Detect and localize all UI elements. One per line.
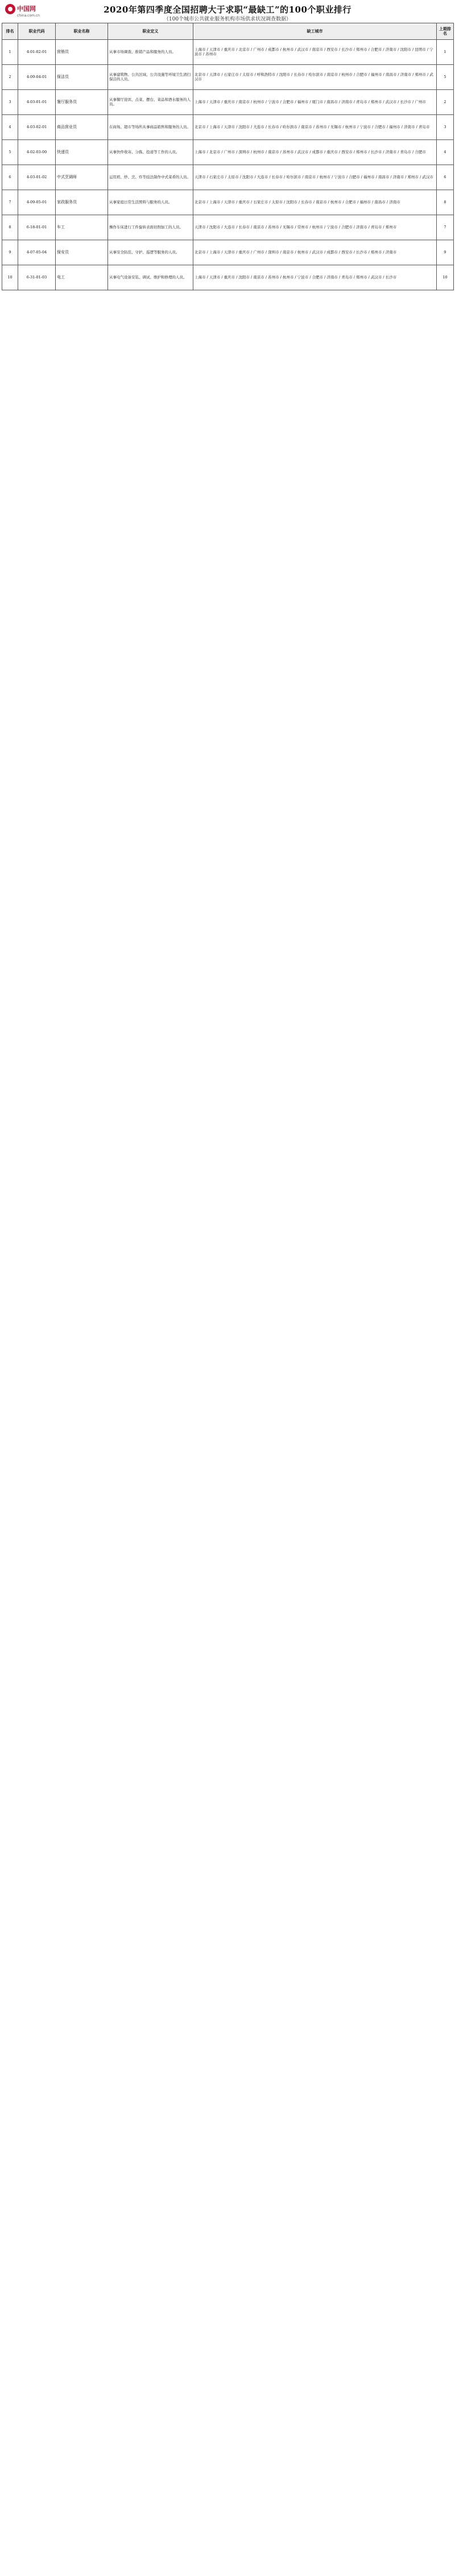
column-header-previous-rank: 上期排名 — [437, 23, 454, 40]
cell-name: 餐厅服务员 — [56, 90, 108, 115]
cell-definition: 从事建筑物、公共区域、公共设施等环境卫生清扫保洁的人员。 — [108, 65, 193, 90]
cell-rank: 6 — [2, 165, 18, 190]
cell-definition: 在商场、超市等场所从事商品销售和服务的人员。 — [108, 115, 193, 140]
table-row — [2, 190, 454, 215]
column-header-rank: 排名 — [2, 23, 18, 40]
table-row — [2, 140, 454, 165]
cell-rank: 3 — [2, 90, 18, 115]
column-header-definition: 职业定义 — [108, 23, 193, 40]
cell-rank: 4 — [2, 115, 18, 140]
cell-definition: 从事快件收寄、分拣、投递等工作的人员。 — [108, 140, 193, 165]
cell-definition: 操作车床进行工件旋转表面切削加工的人员。 — [108, 215, 193, 240]
cell-cities: 北京市 / 上海市 / 天津市 / 重庆市 / 广州市 / 深圳市 / 南京市 / 杭州市 / 武汉市 / 成都市 / 西安市 / 长沙市 / 郑州市 / 济南市 — [193, 240, 437, 265]
table-row — [2, 215, 454, 240]
cell-code: 6-18-01-01 — [18, 215, 56, 240]
cell-name: 快递员 — [56, 140, 108, 165]
cell-cities: 上海市 / 天津市 / 重庆市 / 南京市 / 杭州市 / 宁波市 / 合肥市 / 福州市 / 厦门市 / 南昌市 / 济南市 / 青岛市 / 郑州市 / 武汉市 / 长沙市 / 广州市 — [193, 90, 437, 115]
cell-previous-rank: 7 — [437, 215, 454, 240]
cell-previous-rank: 6 — [437, 165, 454, 190]
cell-definition: 从事电气设备安装、调试、维护和修理的人员。 — [108, 265, 193, 290]
cell-previous-rank: 9 — [437, 240, 454, 265]
cell-previous-rank: 8 — [437, 190, 454, 215]
cell-rank: 1 — [2, 40, 18, 65]
cell-name: 保安员 — [56, 240, 108, 265]
cell-code: 4-03-01-02 — [18, 165, 56, 190]
table-row — [2, 165, 454, 190]
cell-cities: 上海市 / 天津市 / 重庆市 / 沈阳市 / 南京市 / 苏州市 / 杭州市 / 宁波市 / 合肥市 / 济南市 / 青岛市 / 郑州市 / 武汉市 / 长沙市 — [193, 265, 437, 290]
cell-name: 电工 — [56, 265, 108, 290]
table-body — [2, 40, 454, 290]
shortage-table — [2, 23, 454, 290]
cell-rank: 7 — [2, 190, 18, 215]
table-row — [2, 90, 454, 115]
cell-previous-rank: 1 — [437, 40, 454, 65]
cell-name: 商品营业员 — [56, 115, 108, 140]
cell-name: 中式烹调师 — [56, 165, 108, 190]
column-header-code: 职业代码 — [18, 23, 56, 40]
svg-text:china.com.cn: china.com.cn — [17, 14, 40, 18]
cell-definition: 从事市场调查、推销产品和服务的人员。 — [108, 40, 193, 65]
cell-rank: 5 — [2, 140, 18, 165]
cell-previous-rank: 4 — [437, 140, 454, 165]
cell-definition: 运用煎、炒、烹、炸等技法制作中式菜肴的人员。 — [108, 165, 193, 190]
cell-rank: 8 — [2, 215, 18, 240]
page-subtitle: （100个城市公共就业服务机构市场供求状况调查数据） — [163, 17, 292, 22]
cell-previous-rank: 2 — [437, 90, 454, 115]
table-row — [2, 265, 454, 290]
cell-code: 4-03-01-01 — [18, 90, 56, 115]
table-row — [2, 115, 454, 140]
cell-previous-rank: 3 — [437, 115, 454, 140]
table-row — [2, 240, 454, 265]
column-header-name: 职业名称 — [56, 23, 108, 40]
cell-cities: 上海市 / 北京市 / 广州市 / 深圳市 / 杭州市 / 南京市 / 苏州市 / 武汉市 / 成都市 / 重庆市 / 西安市 / 郑州市 / 长沙市 / 济南市 / 青岛市 / 合肥市 — [193, 140, 437, 165]
column-header-cities: 缺工城市 — [193, 23, 437, 40]
cell-code: 4-03-02-01 — [18, 115, 56, 140]
cell-cities: 北京市 / 上海市 / 天津市 / 沈阳市 / 大连市 / 长春市 / 哈尔滨市 / 南京市 / 苏州市 / 无锡市 / 杭州市 / 宁波市 / 合肥市 / 福州市 / 济南市 / 青岛市 — [193, 115, 437, 140]
cell-code: 4-02-03-00 — [18, 140, 56, 165]
cell-cities: 天津市 / 石家庄市 / 太原市 / 沈阳市 / 大连市 / 长春市 / 哈尔滨市 / 南京市 / 杭州市 / 宁波市 / 合肥市 / 福州市 / 南昌市 / 济南市 / 郑州市 / 武汉市 — [193, 165, 437, 190]
cell-code: 4-09-04-01 — [18, 65, 56, 90]
cell-name: 营销员 — [56, 40, 108, 65]
cell-cities: 天津市 / 沈阳市 / 大连市 / 长春市 / 南京市 / 苏州市 / 无锡市 / 常州市 / 杭州市 / 宁波市 / 合肥市 / 济南市 / 青岛市 / 郑州市 — [193, 215, 437, 240]
cell-cities: 北京市 / 上海市 / 天津市 / 重庆市 / 石家庄市 / 太原市 / 沈阳市 / 长春市 / 南京市 / 杭州市 / 合肥市 / 福州市 / 南昌市 / 济南市 — [193, 190, 437, 215]
cell-name: 车工 — [56, 215, 108, 240]
table-header-row — [2, 23, 454, 40]
cell-name: 保洁员 — [56, 65, 108, 90]
cell-rank: 2 — [2, 65, 18, 90]
cell-definition: 从事家庭日常生活照料与服务的人员。 — [108, 190, 193, 215]
cell-definition: 从事餐厅迎宾、点菜、摆台、菜品和酒水服务的人员。 — [108, 90, 193, 115]
cell-code: 4-07-05-04 — [18, 240, 56, 265]
cell-definition: 从事安全防范、守护、巡逻等服务的人员。 — [108, 240, 193, 265]
table-row — [2, 40, 454, 65]
cell-rank: 9 — [2, 240, 18, 265]
cell-code: 4-01-02-01 — [18, 40, 56, 65]
cell-cities: 上海市 / 天津市 / 重庆市 / 北京市 / 广州市 / 成都市 / 杭州市 / 武汉市 / 南京市 / 西安市 / 长沙市 / 郑州市 / 合肥市 / 济南市 / 沈阳市 / 昆明市 / 宁波市 / 苏州市 — [193, 40, 437, 65]
cell-cities: 北京市 / 天津市 / 石家庄市 / 太原市 / 呼和浩特市 / 沈阳市 / 长春市 / 哈尔滨市 / 南京市 / 杭州市 / 合肥市 / 福州市 / 南昌市 / 济南市 / 郑州市 / 武汉市 — [193, 65, 437, 90]
page-title: 2020年第四季度全国招聘大于求职“最缺工”的100个职业排行 — [104, 5, 351, 15]
cell-rank: 10 — [2, 265, 18, 290]
cell-previous-rank: 10 — [437, 265, 454, 290]
cell-code: 4-09-05-01 — [18, 190, 56, 215]
cell-name: 家政服务员 — [56, 190, 108, 215]
svg-text:中国网: 中国网 — [17, 5, 36, 13]
cell-previous-rank: 5 — [437, 65, 454, 90]
table-row — [2, 65, 454, 90]
cell-code: 6-31-01-03 — [18, 265, 56, 290]
